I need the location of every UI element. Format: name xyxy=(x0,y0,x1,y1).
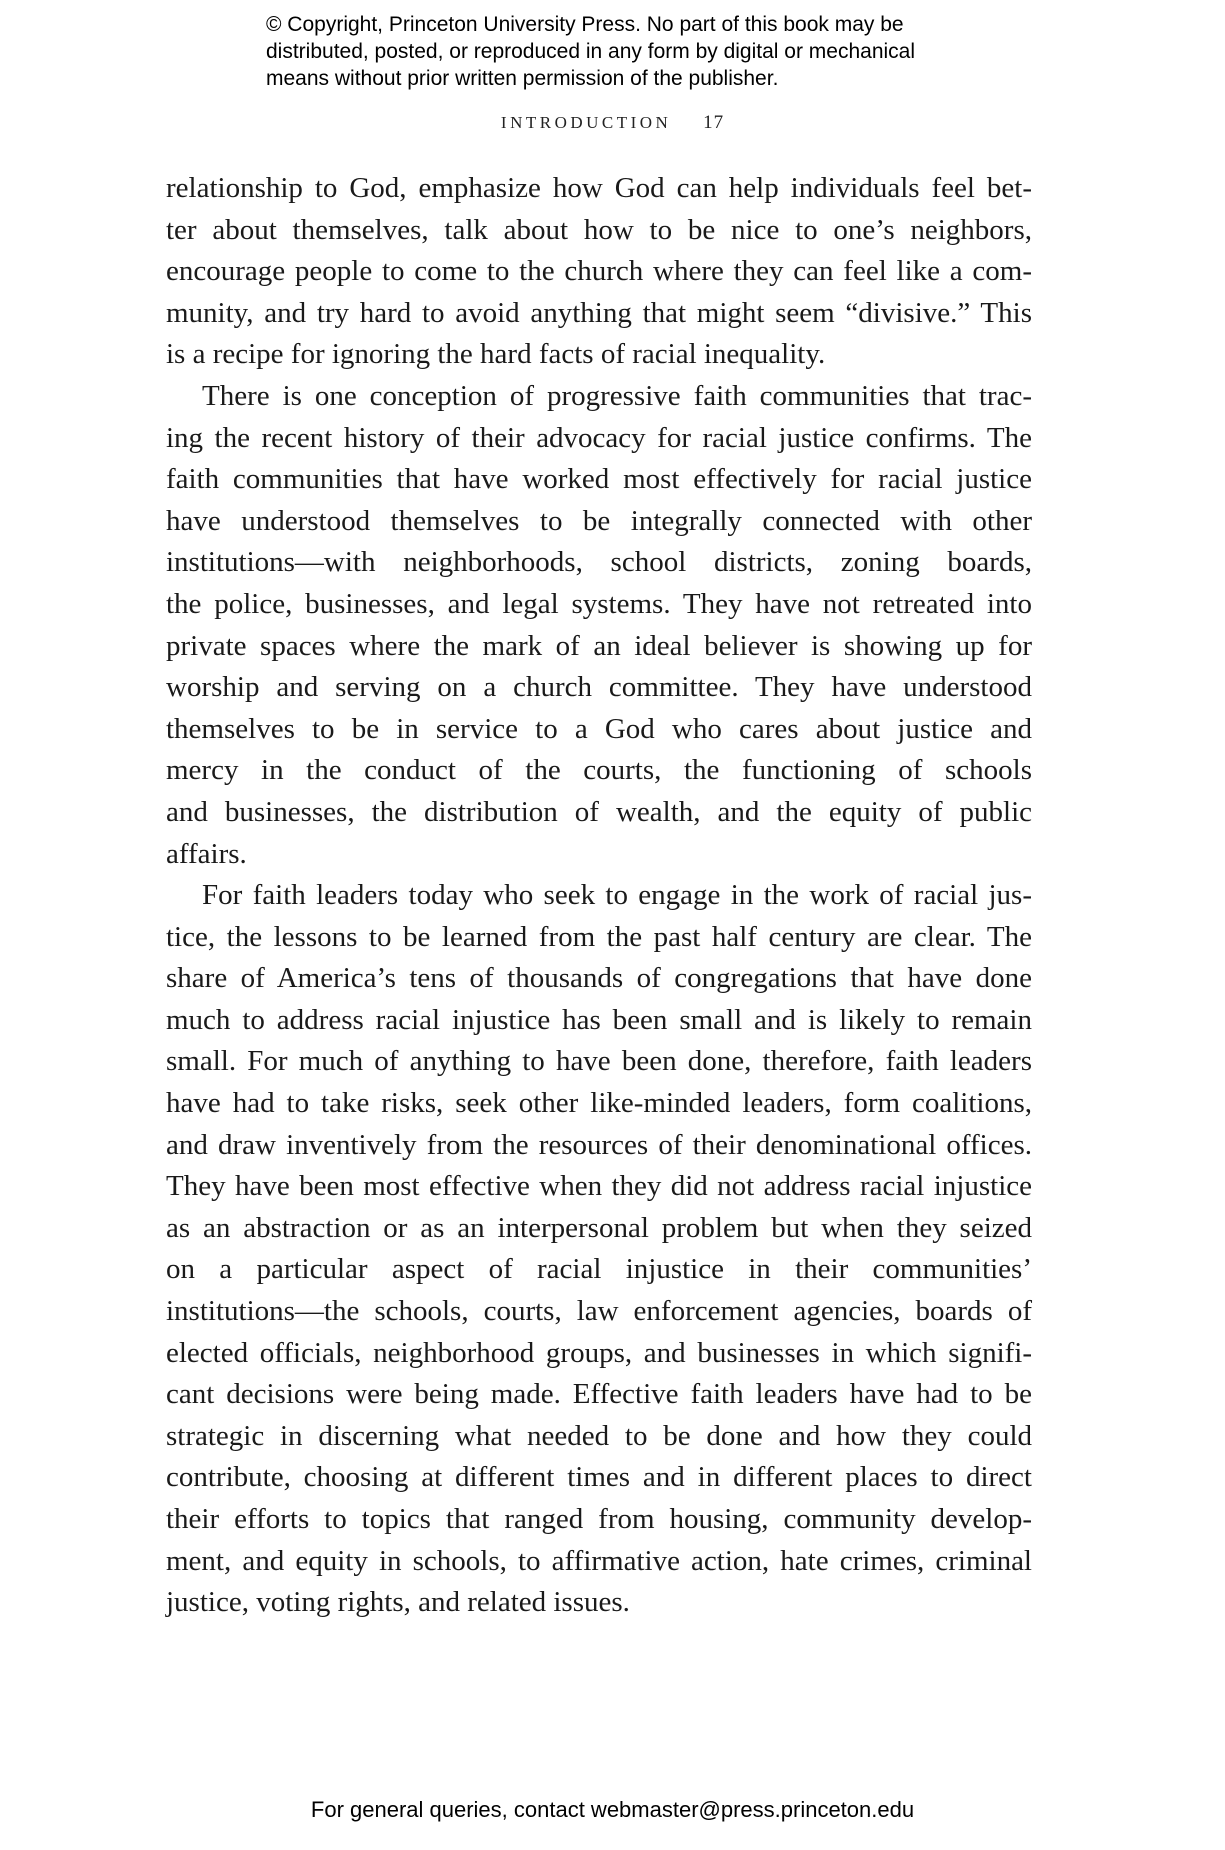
copyright-line: distributed, posted, or reproduced in any form by digital or mechanical xyxy=(266,40,916,63)
text-line: and businesses, the distribution of wealth, and the equity of public xyxy=(166,795,1032,828)
text-line: justice, voting rights, and related issues. xyxy=(166,1586,630,1619)
text-line: institutions—with neighborhoods, school districts, zoning boards, xyxy=(166,546,1032,579)
text-line: cant decisions were being made. Effective faith leaders have had to be xyxy=(166,1378,1032,1411)
text-line: There is one conception of progressive faith communities that trac- xyxy=(202,379,1032,412)
text-line: worship and serving on a church committee. They have understood xyxy=(166,671,1032,704)
body-text xyxy=(166,168,1032,1624)
paragraph xyxy=(166,875,1032,1624)
text-line: themselves to be in service to a God who cares about justice and xyxy=(166,712,1032,745)
page-number: 17 xyxy=(703,112,725,133)
footer-contact: For general queries, contact webmaster@press.princeton.edu xyxy=(310,1797,915,1822)
text-line: tice, the lessons to be learned from the past half century are clear. The xyxy=(166,920,1032,953)
text-line: contribute, choosing at different times and in different places to direct xyxy=(166,1461,1032,1494)
chapter-title: INTRODUCTION xyxy=(500,113,672,132)
text-line: have understood themselves to be integrally connected with other xyxy=(166,504,1032,537)
text-line: as an abstraction or as an interpersonal problem but when they seized xyxy=(166,1211,1032,1244)
copyright-notice xyxy=(266,11,986,92)
text-line: faith communities that have worked most effectively for racial justice xyxy=(166,463,1032,496)
text-line: small. For much of anything to have been done, therefore, faith leaders xyxy=(166,1045,1032,1078)
text-line: much to address racial injustice has been small and is likely to remain xyxy=(166,1003,1032,1036)
paragraph xyxy=(166,376,1032,875)
text-line: munity, and try hard to avoid anything that might seem “divisive.” This xyxy=(166,296,1032,329)
paragraph xyxy=(166,168,1032,376)
text-line: institutions—the schools, courts, law enforcement agencies, boards of xyxy=(166,1295,1032,1328)
text-line: private spaces where the mark of an ideal believer is showing up for xyxy=(166,629,1032,662)
text-line: They have been most effective when they did not address racial injustice xyxy=(166,1170,1032,1203)
text-line: have had to take risks, seek other like-minded leaders, form coalitions, xyxy=(166,1087,1032,1120)
text-line: elected officials, neighborhood groups, and businesses in which signifi- xyxy=(166,1336,1032,1369)
text-line: affairs. xyxy=(166,837,247,870)
text-line: encourage people to come to the church where they can feel like a com- xyxy=(166,255,1032,288)
text-line: mercy in the conduct of the courts, the functioning of schools xyxy=(166,754,1032,787)
text-line: strategic in discerning what needed to be done and how they could xyxy=(166,1419,1032,1452)
copyright-line: © Copyright, Princeton University Press. No part of this book may be xyxy=(266,13,904,36)
text-line: their efforts to topics that ranged from housing, community develop- xyxy=(166,1503,1032,1535)
running-head xyxy=(0,112,1225,134)
text-line: relationship to God, emphasize how God can help individuals feel bet- xyxy=(166,172,1032,204)
text-line: is a recipe for ignoring the hard facts of racial inequality. xyxy=(166,338,826,371)
text-line: and draw inventively from the resources of their denominational offices. xyxy=(166,1128,1032,1161)
text-line: ter about themselves, talk about how to be nice to one’s neighbors, xyxy=(166,213,1032,246)
text-line: ment, and equity in schools, to affirmative action, hate crimes, criminal xyxy=(166,1544,1032,1577)
copyright-line: means without prior written permission of the publisher. xyxy=(266,67,779,90)
text-line: ing the recent history of their advocacy for racial justice confirms. The xyxy=(166,421,1032,454)
text-line: share of America’s tens of thousands of congregations that have done xyxy=(166,962,1032,995)
text-line: For faith leaders today who seek to engage in the work of racial jus- xyxy=(202,879,1032,912)
text-line: on a particular aspect of racial injustice in their communities’ xyxy=(166,1253,1032,1286)
text-line: the police, businesses, and legal systems. They have not retreated into xyxy=(166,587,1032,620)
